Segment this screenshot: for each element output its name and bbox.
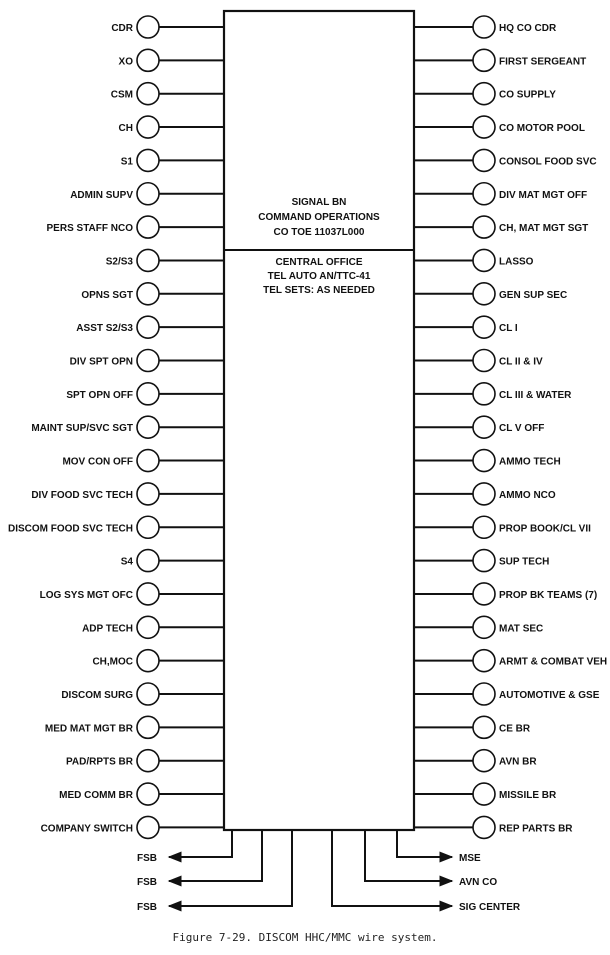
trunk-left-2-line [169, 830, 262, 881]
left-station [8, 516, 224, 538]
central-box-lower-text [263, 257, 375, 296]
left-station-terminal [137, 350, 159, 372]
left-station [66, 750, 224, 772]
right-station [414, 616, 543, 638]
left-station-label: MED MAT MGT BR [44, 723, 133, 735]
right-station-terminal [473, 816, 495, 838]
left-stations [8, 16, 224, 838]
left-station [76, 316, 224, 338]
right-station [414, 416, 544, 438]
left-station [119, 116, 224, 138]
trunk-right-3-line [332, 830, 452, 906]
right-station [414, 149, 597, 171]
right-station [414, 583, 597, 605]
left-station-label: MAINT SUP/SVC SGT [31, 423, 133, 435]
left-station-terminal [137, 149, 159, 171]
right-station [414, 483, 556, 505]
bottom-right-trunks [332, 830, 521, 913]
right-stations [414, 16, 607, 838]
right-station [414, 249, 534, 271]
right-station-label: DIV MAT MGT OFF [499, 189, 588, 201]
left-station-label: CH [118, 123, 133, 135]
left-station [59, 783, 224, 805]
right-station-terminal [473, 683, 495, 705]
trunk-left-1-label: FSB [137, 853, 157, 864]
right-station-terminal [473, 283, 495, 305]
right-station-label: CO SUPPLY [499, 89, 556, 101]
center-upper-line-1: SIGNAL BN [291, 197, 347, 208]
right-station-label: CL V OFF [499, 423, 545, 435]
right-station-label: CO MOTOR POOL [499, 123, 585, 135]
left-station-label: S2/S3 [105, 256, 133, 268]
right-station-label: CH, MAT MGT SGT [499, 223, 589, 235]
right-station-label: AUTOMOTIVE & GSE [499, 690, 600, 701]
left-station-terminal [137, 716, 159, 738]
left-station-terminal [137, 750, 159, 772]
center-upper-line-3: CO TOE 11037L000 [273, 227, 365, 238]
right-station [414, 183, 587, 205]
right-station-terminal [473, 483, 495, 505]
left-station-label: CH,MOC [92, 656, 133, 668]
left-station-label: ADP TECH [82, 623, 133, 635]
left-station-terminal [137, 16, 159, 38]
right-station-terminal [473, 416, 495, 438]
right-station [414, 550, 549, 572]
right-station-label: MAT SEC [499, 623, 544, 635]
right-station-label: GEN SUP SEC [499, 289, 568, 301]
left-station-terminal [137, 416, 159, 438]
right-station [414, 350, 543, 372]
left-station-label: DIV FOOD SVC TECH [31, 489, 133, 501]
left-station-terminal [137, 483, 159, 505]
right-station-label: FIRST SERGEANT [499, 56, 587, 68]
left-station [106, 249, 224, 271]
right-station-label: CL I [499, 323, 518, 335]
right-station-label: ARMT & COMBAT VEH [499, 656, 608, 668]
left-station-label: DIV SPT OPN [69, 356, 133, 368]
left-station-label: ADMIN SUPV [70, 189, 133, 201]
right-station-terminal [473, 550, 495, 572]
left-station-label: ASST S2/S3 [76, 323, 133, 335]
left-station [111, 83, 224, 105]
trunk-right-2-line [365, 830, 452, 881]
left-station-terminal [137, 450, 159, 472]
right-station-label: AVN BR [499, 756, 537, 768]
right-station-terminal [473, 583, 495, 605]
right-station-label: CL III & WATER [499, 389, 572, 401]
left-station [47, 216, 224, 238]
right-station-label: AMMO TECH [499, 456, 561, 468]
right-station-terminal [473, 16, 495, 38]
right-station [414, 683, 600, 705]
right-station [414, 16, 557, 38]
right-station-terminal [473, 750, 495, 772]
right-station-label: CONSOL FOOD SVC [499, 156, 597, 168]
left-station-label: LOG SYS MGT OFC [39, 589, 133, 601]
right-station-terminal [473, 650, 495, 672]
left-station-terminal [137, 616, 159, 638]
left-station-terminal [137, 49, 159, 71]
right-station-terminal [473, 316, 495, 338]
right-station [414, 83, 556, 105]
trunk-left-1-line [169, 830, 232, 857]
left-station-terminal [137, 249, 159, 271]
left-station-terminal [137, 650, 159, 672]
trunk-right-3-label: SIG CENTER [459, 902, 521, 913]
right-station-terminal [473, 249, 495, 271]
left-station-terminal [137, 783, 159, 805]
left-station-label: SPT OPN OFF [66, 389, 133, 401]
left-station-label: S4 [120, 556, 133, 568]
left-station-label: MED COMM BR [59, 790, 133, 802]
right-station-label: CE BR [499, 723, 531, 735]
right-station-terminal [473, 716, 495, 738]
left-station-label: OPNS SGT [81, 289, 133, 301]
left-station-terminal [137, 583, 159, 605]
right-station-terminal [473, 216, 495, 238]
central-office-box [224, 11, 414, 830]
left-station-terminal [137, 383, 159, 405]
trunk-right-1-label: MSE [459, 853, 481, 864]
right-station-terminal [473, 350, 495, 372]
left-station [82, 616, 224, 638]
right-station [414, 516, 591, 538]
center-upper-line-2: COMMAND OPERATIONS [258, 212, 380, 223]
left-station [31, 483, 224, 505]
left-station-terminal [137, 283, 159, 305]
right-station-label: CL II & IV [499, 356, 543, 368]
left-station [121, 149, 224, 171]
left-station-terminal [137, 550, 159, 572]
right-station-label: AMMO NCO [499, 489, 556, 501]
left-station [119, 49, 224, 71]
left-station-terminal [137, 183, 159, 205]
right-station-terminal [473, 183, 495, 205]
right-station [414, 783, 557, 805]
left-station [41, 816, 224, 838]
right-station-terminal [473, 49, 495, 71]
right-station-label: SUP TECH [499, 556, 550, 568]
left-station [45, 716, 224, 738]
left-station-terminal [137, 83, 159, 105]
left-station-label: PERS STAFF NCO [46, 223, 133, 235]
left-station [111, 16, 224, 38]
right-station [414, 650, 607, 672]
left-station [40, 583, 224, 605]
left-station-label: S1 [120, 156, 133, 168]
left-station [70, 350, 224, 372]
trunk-right-1-line [397, 830, 452, 857]
right-station-terminal [473, 783, 495, 805]
right-station-label: LASSO [499, 256, 534, 268]
right-station-terminal [473, 149, 495, 171]
left-station [92, 650, 224, 672]
left-station-terminal [137, 516, 159, 538]
bottom-left-trunks [137, 830, 292, 913]
right-station-terminal [473, 383, 495, 405]
right-station-terminal [473, 516, 495, 538]
right-station-label: MISSILE BR [499, 790, 557, 802]
right-station-terminal [473, 616, 495, 638]
center-lower-line-1: CENTRAL OFFICE [275, 257, 363, 268]
right-station-terminal [473, 116, 495, 138]
center-lower-line-3: TEL SETS: AS NEEDED [263, 285, 375, 296]
right-station-label: PROP BOOK/CL VII [499, 523, 591, 535]
trunk-left-2-label: FSB [137, 877, 157, 888]
right-station-label: REP PARTS BR [499, 823, 573, 835]
left-station [66, 383, 224, 405]
left-station-terminal [137, 683, 159, 705]
figure-caption: Figure 7-29. DISCOM HHC/MMC wire system. [172, 931, 438, 944]
right-station [414, 216, 588, 238]
trunk-right-2-label: AVN CO [459, 877, 498, 888]
left-station [31, 416, 224, 438]
left-station [121, 550, 224, 572]
right-station [414, 716, 531, 738]
right-station-label: PROP BK TEAMS (7) [499, 589, 598, 601]
left-station-terminal [137, 316, 159, 338]
left-station-label: MOV CON OFF [62, 456, 133, 468]
trunk-left-3-line [169, 830, 292, 906]
left-station-terminal [137, 116, 159, 138]
left-station-label: PAD/RPTS BR [65, 756, 133, 768]
left-station-label: CSM [110, 89, 133, 101]
right-station [414, 116, 585, 138]
left-station-label: DISCOM FOOD SVC TECH [7, 523, 133, 535]
right-station [414, 450, 561, 472]
left-station-terminal [137, 816, 159, 838]
right-station [414, 750, 537, 772]
right-station-terminal [473, 450, 495, 472]
left-station-label: XO [118, 56, 133, 68]
left-station-label: COMPANY SWITCH [40, 823, 133, 835]
left-station-terminal [137, 216, 159, 238]
right-station [414, 383, 572, 405]
left-station-label: CDR [111, 23, 133, 34]
left-station-label: DISCOM SURG [61, 690, 133, 701]
right-station [414, 49, 586, 71]
right-station-label: HQ CO CDR [499, 23, 557, 34]
right-station [414, 316, 518, 338]
left-station [61, 683, 224, 705]
right-station [414, 816, 573, 838]
left-station [62, 450, 224, 472]
left-station [70, 183, 224, 205]
left-station [81, 283, 224, 305]
right-station-terminal [473, 83, 495, 105]
center-lower-line-2: TEL AUTO AN/TTC-41 [267, 271, 371, 282]
right-station [414, 283, 567, 305]
trunk-left-3-label: FSB [137, 902, 157, 913]
